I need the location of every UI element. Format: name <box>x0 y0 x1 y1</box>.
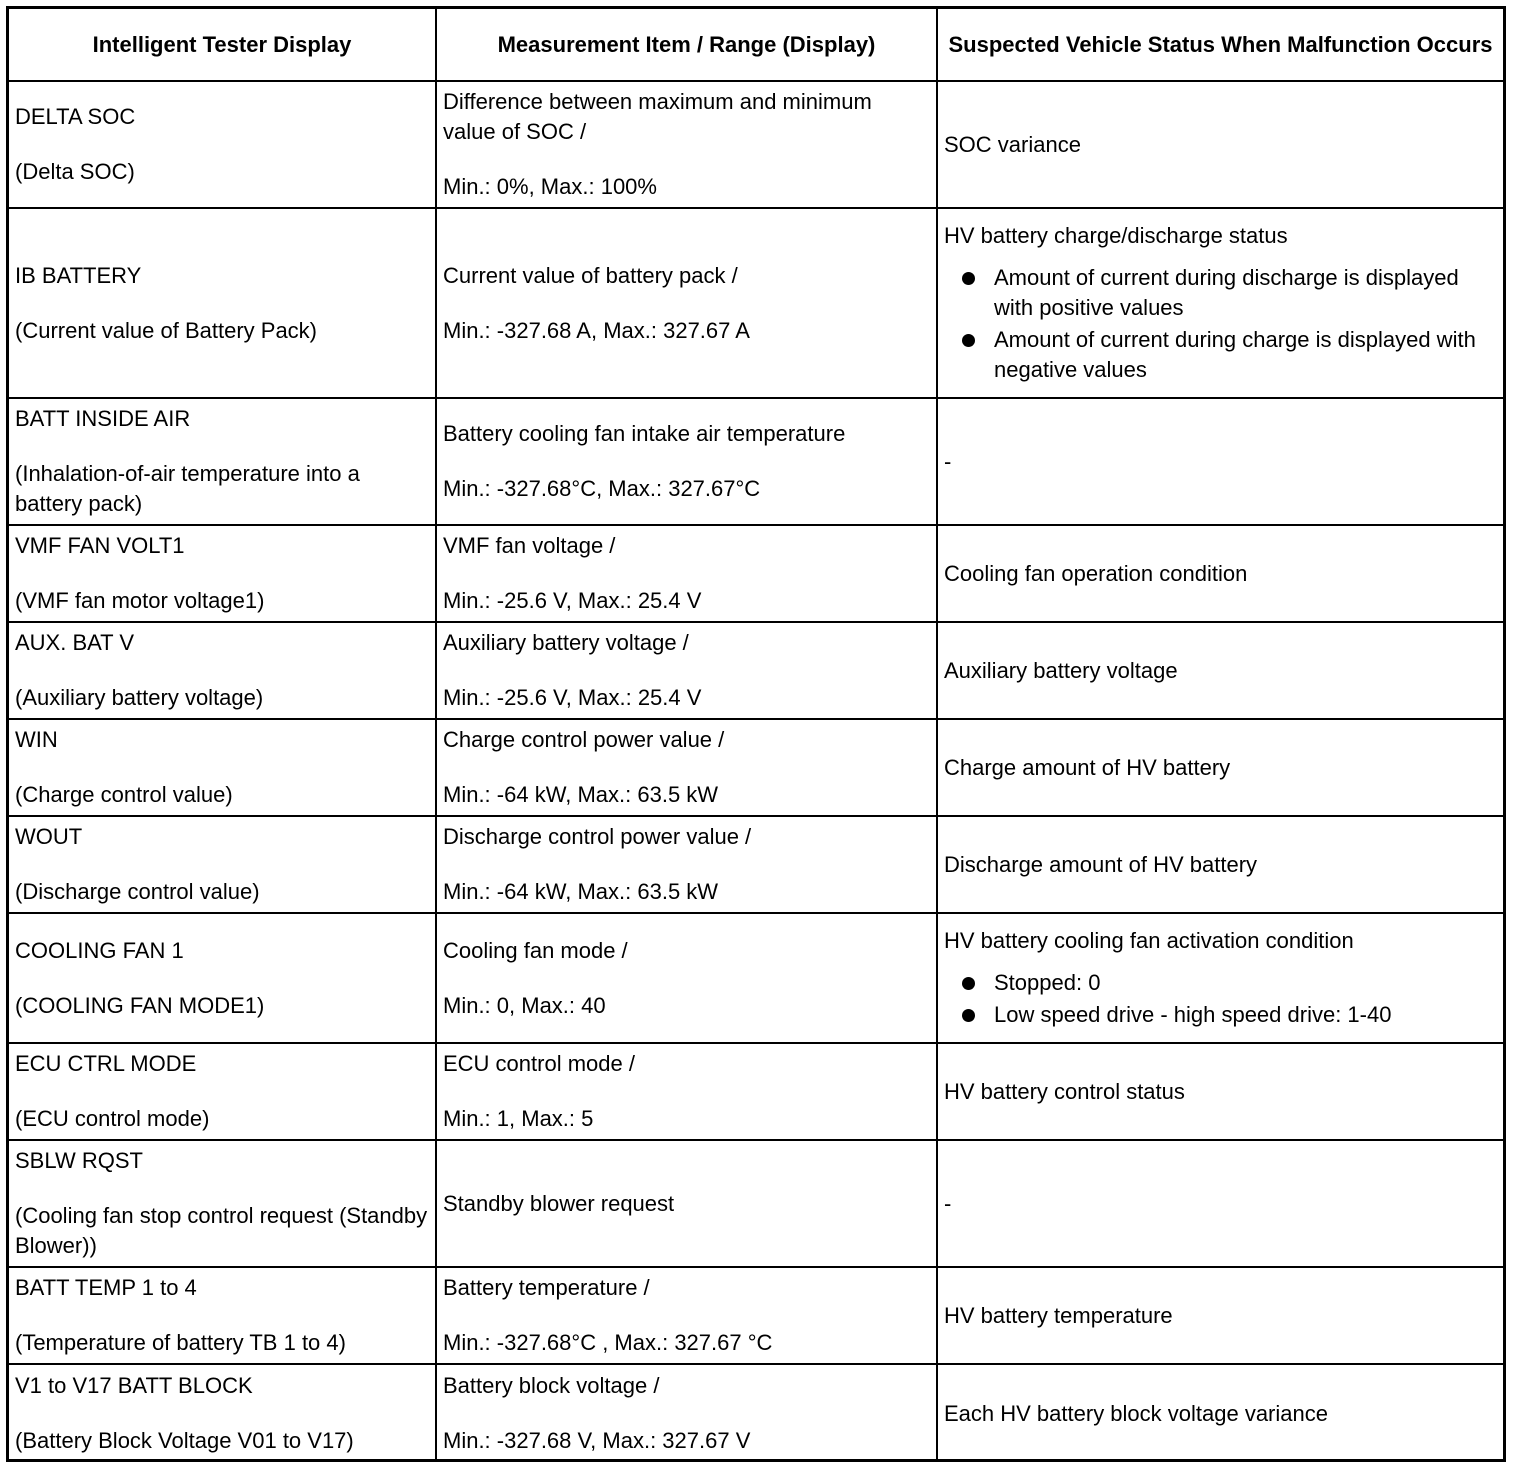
cell-measurement <box>436 1140 937 1267</box>
header-row <box>9 9 1503 81</box>
cell-tester-display <box>9 398 436 525</box>
display-description: (Temperature of battery TB 1 to 4) <box>15 1330 346 1355</box>
status-bullet-list <box>944 968 1497 1030</box>
measurement-range: Min.: -25.6 V, Max.: 25.4 V <box>443 588 702 613</box>
cell-measurement <box>436 1267 937 1364</box>
measurement-range: Min.: 0, Max.: 40 <box>443 992 606 1018</box>
measurement-item: Discharge control power value / <box>443 824 752 849</box>
cell-measurement <box>436 398 937 525</box>
status-bullet: Amount of current during discharge is displayed with positive values <box>994 263 1497 323</box>
display-description: (Discharge control value) <box>15 879 260 904</box>
display-description: (Cooling fan stop control request (Standby Blower)) <box>15 1203 428 1258</box>
measurement-range: Min.: -327.68 V, Max.: 327.67 V <box>443 1428 751 1453</box>
cell-tester-display <box>9 816 436 913</box>
table-row <box>9 622 1503 719</box>
measurement-item: Difference between maximum and minimum value of SOC / <box>443 89 872 144</box>
measurement-item: Auxiliary battery voltage / <box>443 630 689 655</box>
cell-measurement <box>436 1364 937 1462</box>
measurement-item: Battery temperature / <box>443 1275 650 1300</box>
cell-measurement <box>436 719 937 816</box>
cell-status <box>937 208 1503 398</box>
display-name: VMF FAN VOLT1 <box>15 533 185 558</box>
measurement-range: Min.: -64 kW, Max.: 63.5 kW <box>443 782 719 807</box>
display-name: SBLW RQST <box>15 1148 143 1173</box>
status-bullet: Stopped: 0 <box>994 968 1497 998</box>
cell-tester-display <box>9 208 436 398</box>
measurement-item: Standby blower request <box>443 1190 675 1216</box>
measurement-range: Min.: 1, Max.: 5 <box>443 1106 594 1131</box>
measurement-range: Min.: -327.68°C, Max.: 327.67°C <box>443 476 761 501</box>
measurement-range: Min.: -25.6 V, Max.: 25.4 V <box>443 685 702 710</box>
cell-tester-display <box>9 1364 436 1462</box>
measurement-item: Current value of battery pack / <box>443 262 738 288</box>
header-measurement-item: Measurement Item / Range (Display) <box>436 9 937 81</box>
cell-measurement <box>436 208 937 398</box>
table-row <box>9 1043 1503 1140</box>
measurement-range: Min.: 0%, Max.: 100% <box>443 174 657 199</box>
status-text: Charge amount of HV battery <box>944 754 1231 780</box>
status-text: SOC variance <box>944 131 1081 157</box>
cell-tester-display <box>9 1140 436 1267</box>
status-text: - <box>944 1190 952 1216</box>
display-name: IB BATTERY <box>15 262 142 288</box>
display-name: V1 to V17 BATT BLOCK <box>15 1373 253 1398</box>
cell-tester-display <box>9 913 436 1043</box>
status-bullet-list <box>944 263 1497 385</box>
measurement-range: Min.: -327.68°C , Max.: 327.67 °C <box>443 1330 773 1355</box>
header-tester-display: Intelligent Tester Display <box>9 9 436 81</box>
status-text: HV battery control status <box>944 1078 1185 1104</box>
display-description: (ECU control mode) <box>15 1106 210 1131</box>
data-list-table <box>9 9 1503 1462</box>
measurement-item: Charge control power value / <box>443 727 725 752</box>
cell-measurement <box>436 81 937 208</box>
display-name: WIN <box>15 727 58 752</box>
table-row <box>9 1364 1503 1462</box>
data-list-table-frame <box>6 6 1506 1462</box>
measurement-range: Min.: -327.68 A, Max.: 327.67 A <box>443 317 750 343</box>
cell-tester-display <box>9 622 436 719</box>
table-row <box>9 1267 1503 1364</box>
table-row <box>9 525 1503 622</box>
display-description: (VMF fan motor voltage1) <box>15 588 265 613</box>
display-name: AUX. BAT V <box>15 630 135 655</box>
display-description: (COOLING FAN MODE1) <box>15 992 265 1018</box>
status-text: HV battery charge/discharge status <box>944 223 1288 248</box>
status-text: HV battery cooling fan activation condition <box>944 928 1354 953</box>
display-description: (Battery Block Voltage V01 to V17) <box>15 1428 354 1453</box>
status-text: Each HV battery block voltage variance <box>944 1400 1328 1426</box>
cell-tester-display <box>9 719 436 816</box>
display-name: DELTA SOC <box>15 104 136 129</box>
display-description: (Inhalation-of-air temperature into a battery pack) <box>15 461 360 516</box>
display-name: COOLING FAN 1 <box>15 937 184 963</box>
cell-status <box>937 1140 1503 1267</box>
status-text: - <box>944 448 952 474</box>
status-text: HV battery temperature <box>944 1302 1173 1328</box>
header-suspected-status: Suspected Vehicle Status When Malfunction Occurs <box>937 9 1503 81</box>
display-description: (Current value of Battery Pack) <box>15 317 318 343</box>
table-row <box>9 719 1503 816</box>
table-row <box>9 1140 1503 1267</box>
status-text: Auxiliary battery voltage <box>944 657 1178 683</box>
measurement-item: VMF fan voltage / <box>443 533 616 558</box>
table-row <box>9 913 1503 1043</box>
display-description: (Charge control value) <box>15 782 233 807</box>
table-row <box>9 398 1503 525</box>
status-text: Discharge amount of HV battery <box>944 851 1258 877</box>
cell-measurement <box>436 913 937 1043</box>
cell-tester-display <box>9 81 436 208</box>
cell-status <box>937 525 1503 622</box>
display-description: (Delta SOC) <box>15 159 135 184</box>
cell-status <box>937 1364 1503 1462</box>
table-row <box>9 81 1503 208</box>
cell-tester-display <box>9 525 436 622</box>
cell-measurement <box>436 622 937 719</box>
status-text: Cooling fan operation condition <box>944 560 1248 586</box>
cell-tester-display <box>9 1267 436 1364</box>
measurement-item: Battery block voltage / <box>443 1373 660 1398</box>
cell-tester-display <box>9 1043 436 1140</box>
table-row <box>9 816 1503 913</box>
cell-status <box>937 913 1503 1043</box>
cell-status <box>937 816 1503 913</box>
measurement-item: ECU control mode / <box>443 1051 635 1076</box>
status-bullet: Amount of current during charge is displayed with negative values <box>994 325 1497 385</box>
cell-measurement <box>436 1043 937 1140</box>
cell-status <box>937 719 1503 816</box>
cell-measurement <box>436 816 937 913</box>
display-name: ECU CTRL MODE <box>15 1051 197 1076</box>
measurement-range: Min.: -64 kW, Max.: 63.5 kW <box>443 879 719 904</box>
cell-status <box>937 81 1503 208</box>
measurement-item: Cooling fan mode / <box>443 937 628 963</box>
cell-status <box>937 398 1503 525</box>
status-bullet: Low speed drive - high speed drive: 1-40 <box>994 1000 1497 1030</box>
table-row <box>9 208 1503 398</box>
display-name: BATT TEMP 1 to 4 <box>15 1275 197 1300</box>
display-name: WOUT <box>15 824 83 849</box>
cell-status <box>937 1043 1503 1140</box>
cell-measurement <box>436 525 937 622</box>
measurement-item: Battery cooling fan intake air temperature <box>443 421 846 446</box>
display-description: (Auxiliary battery voltage) <box>15 685 264 710</box>
cell-status <box>937 1267 1503 1364</box>
cell-status <box>937 622 1503 719</box>
display-name: BATT INSIDE AIR <box>15 406 191 431</box>
